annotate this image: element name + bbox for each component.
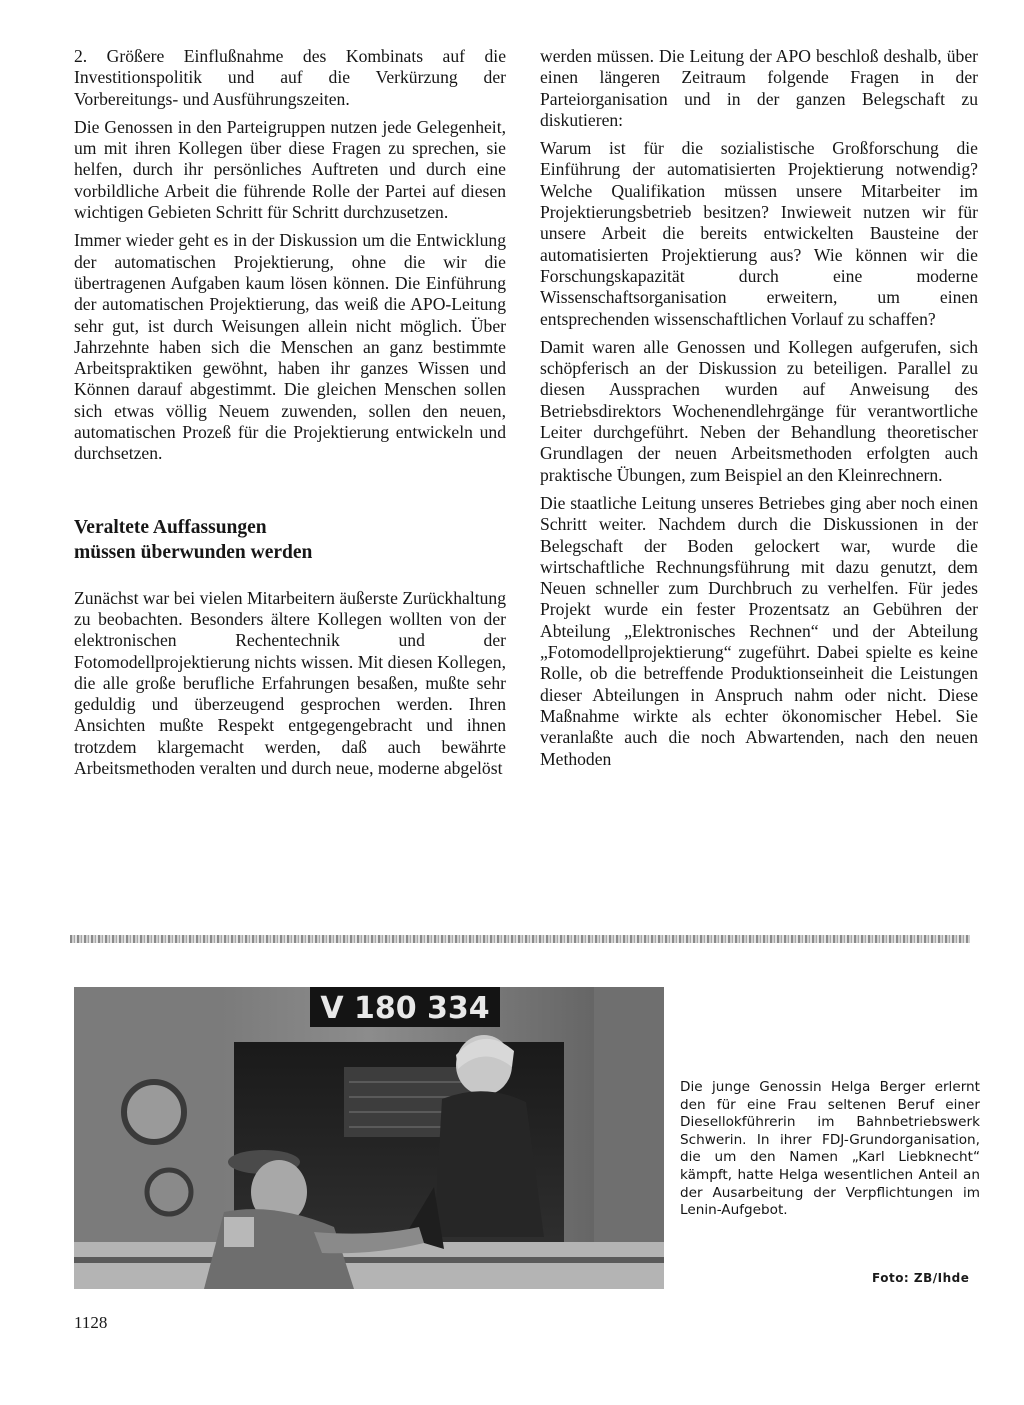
photo-illustration (74, 987, 664, 1289)
photo-locomotive (74, 987, 664, 1289)
halftone-divider (70, 935, 970, 943)
paragraph: Die staatliche Leitung unseres Betriebes ging aber noch einen Schritt weiter. Nachdem durch die Diskussionen in der Belegschaft der Boden gelockert war, wurde die wirtschaftliche Rechnungsführung mit dazu genutzt, dem Neuen schneller zum Durchbruch zu verhelfen. Für jedes Projekt wurde ein fester Prozentsatz an Gebühren der Abteilung „Elektronisches Rechnen“ und der Abteilung „Fotomodellprojektierung“ zugeführt. Dabei spielte es keine Rolle, ob die betreffende Produktionseinheit die Leistungen dieser Abteilungen in Anspruch nahm oder nicht. Diese Maßnahme wirkte als echter ökonomischer Hebel. Sie veranlaßte auch die noch Abwartenden, nach den neuen Methoden (540, 492, 978, 769)
paragraph: Damit waren alle Genossen und Kollegen aufgerufen, sich schöpferisch an der Diskussion zu beteiligen. Parallel zu diesen Aussprachen wurden auf Anweisung des Betriebsdirektors Wochenendlehrgänge für verantwortliche Leiter durchgeführt. Neben der Behandlung theoretischer Grundlagen der neuen Arbeitsmethoden erfolgten auch praktische Übungen, zum Beispiel an den Kleinrechnern. (540, 336, 978, 485)
section-heading (74, 515, 506, 565)
right-column (540, 46, 978, 777)
section-heading-line-2: müssen überwunden werden (74, 541, 313, 563)
paragraph: werden müssen. Die Leitung der APO beschloß deshalb, über einen längeren Zeitraum folgende Fragen in der Parteiorganisation und in der ganzen Belegschaft zu diskutieren: (540, 46, 978, 130)
paragraph: Zunächst war bei vielen Mitarbeitern äußerste Zurückhaltung zu beobachten. Besonders ältere Kollegen wollten von der elektronischen Rechentechnik und der Fotomodellprojektierung nichts wissen. Mit diesen Kollegen, die alle große berufliche Erfahrungen besaßen, mußte sehr geduldig und überzeugend gesprochen werden. Ihren Ansichten mußte Respekt entgegengebracht und ihnen trotzdem klargemacht werden, daß auch bewährte Arbeitsmethoden veralten und durch neue, moderne abgelöst (74, 587, 506, 779)
paragraph: 2. Größere Einflußnahme des Kombinats auf die Investitionspolitik und auf die Verkürzung der Vorbereitungs- und Ausführungszeiten. (74, 46, 506, 109)
photo-caption: Die junge Genossin Helga Berger erlernt den für eine Frau seltenen Beruf einer Diesellokführerin im Bahnbetriebswerk Schwerin. In ihrer FDJ-Grundorganisation, die um den Namen „Karl Liebknecht“ kämpft, hatte Helga wesentlichen Anteil an der Ausarbeitung der Verpflichtungen im Lenin-Aufgebot. (680, 1079, 980, 1219)
page-number: 1128 (74, 1313, 108, 1332)
photo-credit: Foto: ZB/Ihde (872, 1271, 970, 1285)
locomotive-number: V 180 334 (320, 991, 490, 1026)
porthole (124, 1082, 184, 1142)
paragraph: Warum ist für die sozialistische Großforschung die Einführung der automatisierten Projektierung notwendig? Welche Qualifikation müssen unsere Mitarbeiter im Projektierungsbetrieb besitzen? Inwieweit nutzen wir für unsere Arbeit die bereits entwickelten Bausteine der automatisierten Projektierung aus? Wie können wir die Forschungskapazität durch eine moderne Wissenschaftsorganisation erweitern, um einen entsprechenden wissenschaftlichen Vorlauf zu schaffen? (540, 138, 978, 329)
paragraph: Die Genossen in den Parteigruppen nutzen jede Gelegenheit, um mit ihren Kollegen über diese Fragen zu sprechen, sie helfen, durch ihr persönliches Auftreten und durch eine vorbildliche Arbeit die führende Rolle der Partei auf diesen wichtigen Gebieten Schritt für Schritt durchzusetzen. (74, 116, 506, 223)
paragraph: Immer wieder geht es in der Diskussion um die Entwicklung der automatischen Projektierung, ohne die wir die übertragenen Aufgaben kaum lösen können. Die Einführung der automatischen Projektierung, das weiß die APO-Leitung sehr gut, ist durch Weisungen allein nicht möglich. Über Jahrzehnte haben sich die Menschen an ganz bestimmte Arbeitspraktiken gewöhnt, haben ihr ganzes Wissen und Können darauf abgestimmt. Die gleichen Menschen sollen sich etwas völlig Neuem zuwenden, sollen den neuen, automatischen Prozeß für die Projektierung entwickeln und durchsetzen. (74, 230, 506, 464)
section-heading-line-1: Veraltete Auffassungen (74, 516, 267, 538)
left-column (74, 46, 506, 786)
porthole (147, 1170, 191, 1214)
